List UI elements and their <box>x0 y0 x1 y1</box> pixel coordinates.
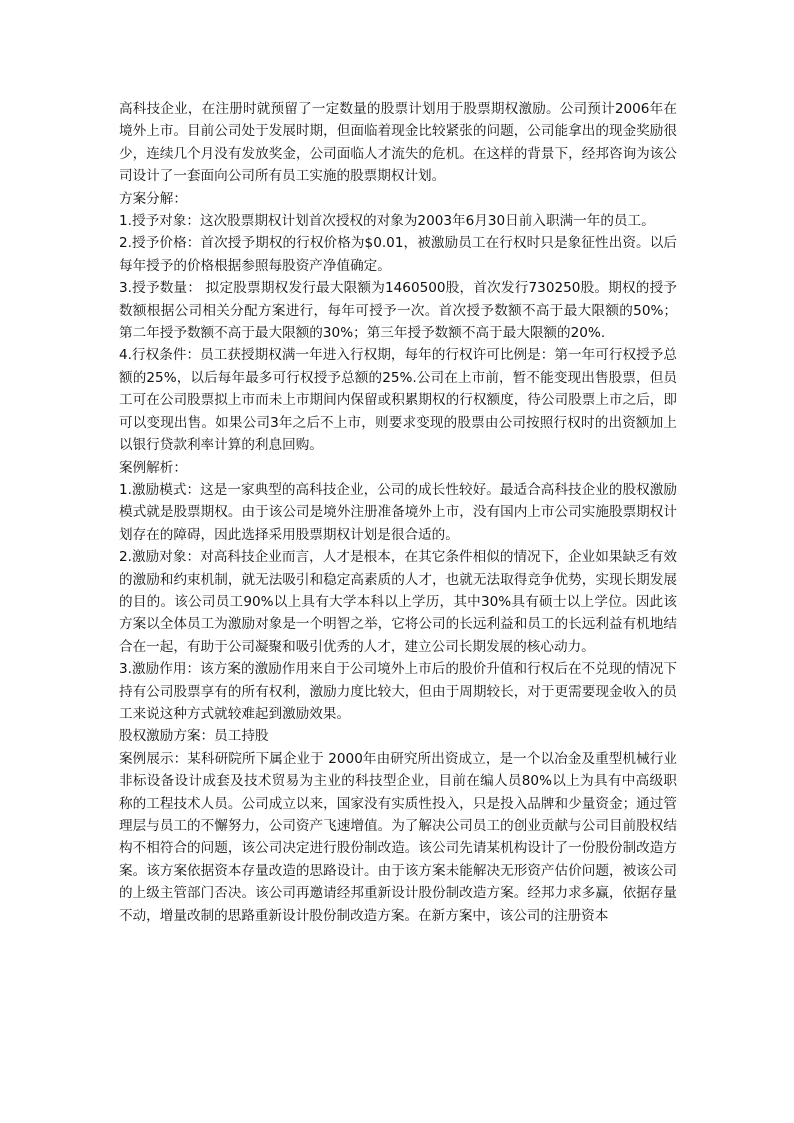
exercise-conditions-paragraph: 4.行权条件：员工获授期权满一年进入行权期，每年的行权许可比例是：第一年可行权授予总额的25%，以后每年最多可行权授予总额的25%.公司在上市前，暂不能变现出售股票，但员工可在公司股票拟上市而未上市期间内保留或积累期权的行权额度，待公司股票上市之后，即可以变现出售。如果公司3年之后不上市，则要求变现的股票由公司按照行权时的出资额加上以银行贷款利率计算的利息回购。 <box>119 347 677 454</box>
employee-stock-plan-heading: 股权激励方案：员工持股 <box>119 728 269 745</box>
grant-price-paragraph: 2.授予价格：首次授予期权的行权价格为$0.01，被激励员工在行权时只是象征性出资。以后每年授予的价格根据参照每股资产净值确定。 <box>119 235 677 274</box>
intro-paragraph: 高科技企业，在注册时就预留了一定数量的股票计划用于股票期权激励。公司预计2006年在境外上市。目前公司处于发展时期，但面临着现金比较紧张的问题，公司能拿出的现金奖励很少，连续几个月没有发放奖金，公司面临人才流失的危机。在这样的背景下，经邦咨询为该公司设计了一套面向公司所有员工实施的股票期权计划。 <box>119 101 677 185</box>
case-analysis-heading: 案例解析： <box>119 459 187 476</box>
incentive-effect-paragraph: 3.激励作用：该方案的激励作用来自于公司境外上市后的股价升值和行权后在不兑现的情况下持有公司股票享有的所有权利，激励力度比较大，但由于周期较长，对于更需要现金收入的员工来说这种方式就较难起到激励效果。 <box>119 661 677 722</box>
grant-quantity-paragraph: 3.授予数量： 拟定股票期权发行最大限额为1460500股，首次发行730250股。期权的授予数额根据公司相关分配方案进行，每年可授予一次。首次授予数额不高于最大限额的50%；第二年授予数额不高于最大限额的30%；第三年授予数额不高于最大限额的20%. <box>119 280 677 342</box>
scheme-breakdown-heading: 方案分解： <box>119 190 187 207</box>
grant-target-paragraph: 1.授予对象：这次股票期权计划首次授权的对象为2003年6月30日前入职满一年的员工。 <box>119 213 655 230</box>
case-display-paragraph: 案例展示：某科研院所下属企业于 2000年由研究所出资成立，是一个以冶金及重型机械行业非标设备设计成套及技术贸易为主业的科技型企业，目前在编人员80%以上为具有中高级职称的工程技术人员。公司成立以来，国家没有实质性投入，只是投入品牌和少量资金；通过管理层与员工的不懈努力，公司资产飞速增值。为了解决公司员工的创业贡献与公司目前股权结构不相符合的问题，该公司决定进行股份制改造。该公司先请某机构设计了一份股份制改造方案。该方案依据资本存量改造的思路设计。由于该方案未能解决无形资产估价问题，被该公司的上级主管部门否决。该公司再邀请经邦重新设计股份制改造方案。经邦力求多赢，依据存量不动，增量改制的思路重新设计股份制改造方案。在新方案中，该公司的注册资本 <box>119 750 677 924</box>
document-body <box>119 98 677 927</box>
incentive-mode-paragraph: 1.激励模式：这是一家典型的高科技企业，公司的成长性较好。最适合高科技企业的股权激励模式就是股票期权。由于该公司是境外注册准备境外上市，没有国内上市公司实施股票期权计划存在的障碍，因此选择采用股票期权计划是很合适的。 <box>119 481 677 543</box>
incentive-target-paragraph: 2.激励对象：对高科技企业而言，人才是根本，在其它条件相似的情况下，企业如果缺乏有效的激励和约束机制，就无法吸引和稳定高素质的人才，也就无法取得竞争优势，实现长期发展的目的。该公司员工90%以上具有大学本科以上学历，其中30%具有硕士以上学位。因此该方案以全体员工为激励对象是一个明智之举，它将公司的长远利益和员工的长远利益有机地结合在一起，有助于公司凝聚和吸引优秀的人才，建立公司长期发展的核心动力。 <box>119 549 677 655</box>
